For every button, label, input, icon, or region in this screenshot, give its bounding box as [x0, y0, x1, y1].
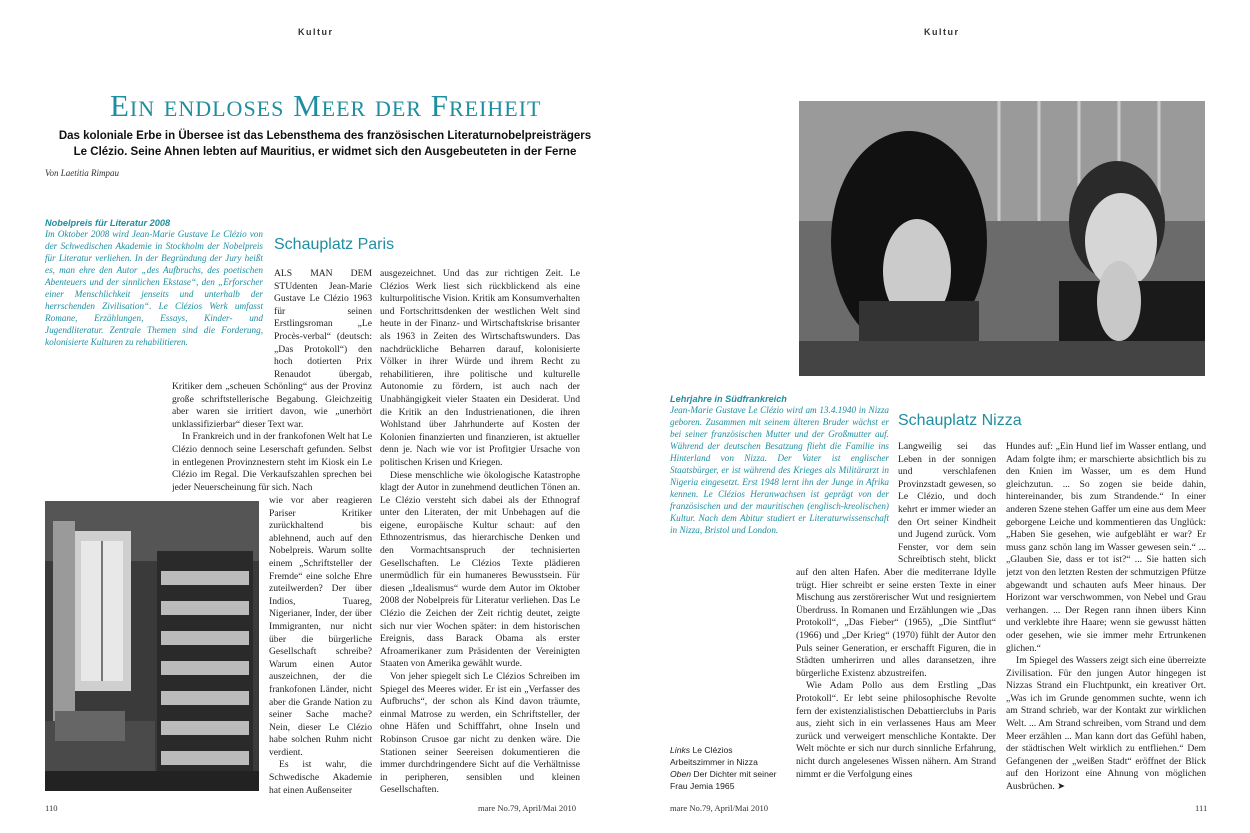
footer-left: mare No.79, April/Mai 2010 — [478, 803, 577, 813]
section-heading-nizza: Schauplatz Nizza — [898, 412, 1022, 429]
right-col2-p2: Im Spiegel des Wassers zeigt sich eine überreizte Zivilisation. Für den jungen Autor hingegen ist Nizzas Strand ein Fluchtpunkt, ein kreativer Ort. „Was ich im Grunde genommen suchte, wenn ich am Strand schrieb, war der Kontakt zur wirklichen Welt. ... Am Strand schreiben, vom Strand und dem Meer erzählen ... Man kann dort das Gefühl haben, der städtischen Welt wirklich zu entfliehen.“ Dem Gefangenen der „weißen Stadt“ eröffnet der Blick auf den Horizont eine Ahnung von möglichen Ausbrüchen. ➤ — [1006, 655, 1206, 793]
col2-text — [380, 268, 580, 795]
col1-narrow-p1: wie vor aber reagieren Pariser Kritiker zurückhaltend bis ablehnend, auch auf den Nobelpreis. Warum sollte einem „Schriftsteller der Fremde“ eine solche Ehre zuteilwerden? Der über Indios, Tuareg, Nigerianer, Inder, der über Immigranten, nur nicht über die bürgerliche Gesellschaft schreibe? Warum einen Autor auszeichnen, der die frankofonen Länder, nicht aber die Grande Nation zu seiner Sache mache? Nein, dieser Le Clézio habe solchen Ruhm nicht verdient. — [269, 495, 372, 758]
page-number-left: 110 — [45, 803, 58, 813]
photo-study-room — [45, 501, 259, 791]
footer-right: mare No.79, April/Mai 2010 — [670, 803, 769, 813]
sidebar-nobelpreis — [45, 218, 263, 348]
caption-oben-text: Der Dichter mit seiner Frau Jemia 1965 — [670, 769, 777, 791]
col2-p1: ausgezeichnet. Und das zur richtigen Zeit. Le Clézios Werk liest sich rückblickend als eine kulturpolitische Vision. Kritik am Konsumverhalten und Fortschrittsdenken der westlichen Welt sind heute in der Finanz- und Wirtschaftskrise brisanter als 1963 in Zeiten des Wirtschaftswunders. Das nachdrückliche Beharren darauf, kolonisierte Völker in ihrer Würde und ihrem Recht zu rehabilitieren, ihre politische und kulturelle Autonomie zu fördern, ist auch nach der Unabhängigkeit vieler Staaten ein Desiderat. Und die Kritik an den Industrienationen, die ihren Wohlstand über Jahrhunderte auf Kosten der Kolonien finanzierten und finanzieren, ist aktueller denn je. Nach wie vor ist Profitgier Ursache von politischen Krisen und Kriegen. — [380, 268, 580, 468]
photo-caption — [670, 744, 788, 792]
subtitle-line-2: Le Clézio. Seine Ahnen lebten auf Mauritius, er widmet sich den Ausgebeuteten in der Ferne — [73, 146, 577, 158]
section-label-right: Kultur — [924, 27, 960, 37]
caption-oben-label: Oben — [670, 769, 692, 779]
col2-p3: Von jeher spiegelt sich Le Clézios Schreiben im Spiegel des Meeres wider. Er ist ein „Verfasser des Aufbruchs“, der schon als Kind davon träumte, einmal Matrose zu werden, ein Schriftsteller, der ohne Häfen und Schifffahrt, ohne Inseln und Robinson Crusoe gar nicht zu denken wäre. Die Stationen seiner Seereisen dokumentieren die immer durchdringendere Sicht auf die Verhältnisse in peripheren, sensiblen und kleinen Gesellschaften. — [380, 671, 580, 795]
right-col1-p2: Wie Adam Pollo aus dem Erstling „Das Protokoll“. Er lebt seine philosophische Revolte fern der existenzialistischen Debattierclubs in Paris aus, zieht sich in ein verlassenes Haus am Meer zurück und verweigert menschliche Kontakte. Der Welt möchte er sich nur durch sinnliche Erfahrung, nicht durch angelesenes Wissen nähern. Am Strand nimmt er die Verfolgung eines — [796, 680, 996, 780]
study-room-image — [45, 501, 259, 791]
sidebar-text-right: Jean-Marie Gustave Le Clézio wird am 13.4.1940 in Nizza geboren. Zusammen mit seinem älteren Bruder wächst er bei seiner französischen Mutter und der Großmutter auf. Während der deutschen Besatzung flieht die Familie ins Hinterland von Nizza. Der Vater ist englischer Staatsbürger, er ist während des Krieges als Militärarzt in Nigeria eingesetzt. Erst 1948 lernt ihn der Junge in Afrika kennen. Le Clézios Heranwachsen ist geprägt von der französischen und der mauritischen (englisch-kreolischen) Kultur. Nach dem Abitur studiert er Literaturwissenschaft in Nizza, Bristol und London. — [670, 405, 889, 535]
right-col1-p1: auf den alten Hafen. Aber die mediterrane Idylle trügt. Hier schreibt er seine ersten Texte in einer Mischung aus zerstörerischer Wut und resigniertem Überdruss. In Romanen und Erzählungen wie „Das Protokoll“, „Das Fieber“ (1965), „Die Sintflut“ (1966) und „Der Krieg“ (1970) fühlt der Autor den Puls seiner Generation, er erschafft Figuren, die in Städten umherirren und alles daransetzen, ihre bürgerliche Existenz abzustreifen. — [796, 567, 996, 679]
col1-narrow-p2: Es ist wahr, die Schwedische Akademie hat einen Außenseiter — [269, 759, 372, 795]
col2-p2: Diese menschliche wie ökologische Katastrophe klagt der Autor in zunehmend deutlichen Tönen an. Le Clézio versteht sich dabei als der Ethnograf unter den Literaten, der mit Unbehagen auf die eigene, europäische Kultur schaut: auf den Ethnozentrismus, das hierarchische Denken und den Vormachtsanspruch der technisierten Gesellschaften. Le Clézios Texte plädieren unermüdlich für ein humaneres Bewusstsein. Für diesen „Idealismus“ wurde dem Autor im Oktober 2008 der Nobelpreis für Literatur verliehen. Das Le Clézio die Zeichen der Zeit richtig deutet, zeigte sich nur vier Wochen später: in dem historischen Ereignis, dass Barack Obama als erster Afroamerikaner zum Präsidenten der Vereinigten Staaten von Amerika gewählt wurde. — [380, 469, 580, 670]
page-number-right: 111 — [1195, 803, 1208, 813]
col1-mid-p1: Kritiker dem „scheuen Schönling“ aus der Provinz große schriftstellerische Begabung. Gleichzeitig aber waren sie irritiert davon, wie „unerhört unklassifizierbar“ dieser Text war. — [172, 381, 372, 430]
sidebar-lehrjahre — [670, 394, 889, 536]
right-col2-p1: Hundes auf: „Ein Hund lief im Wasser entlang, und Adam folgte ihm; er marschierte absichtlich bis zu den Knien im Wasser, um es dem Hund gleichzutun. ... So zogen sie beide dahin, hintereinander, bis zum Strandende.“ In einer anderen Szene stehen Gaffer um eine aus dem Meer geborgene Leiche und kommentieren das Unglück: „Haben Sie gesehen, wie aufgebläht er war? Er muss ganz schön lang im Wasser gewesen sein.“ ... „Glauben Sie, dass er tot ist?“ ... Sie hatten sich jetzt von den letzten Resten der schmutzigen Pfütze abgewandt und schauten aufs Meer hinaus. Der Horizont war verschwommen, von Nebel und Grau verhangen. ... Der Regen rann ihnen übers Kinn und verklebte ihre Haare; wenn sie gewusst hätten oder gesehen, wie sie immer mehr Ertrunkenen glichen.“ — [1006, 441, 1206, 654]
subtitle-line-1: Das koloniale Erbe in Übersee ist das Lebensthema des französischen Literaturnobelpreisträgers — [58, 130, 592, 142]
byline: Von Laetitia Rimpau — [45, 168, 119, 178]
col1-mid-p2: In Frankreich und in der frankofonen Welt hat Le Clézio dennoch seine Leserschaft gefunden. Selbst in entlegenen Provinznestern steht im Kiosk ein Le Clézio im Regal. Die Verkaufszahlen sprechen bei jeder Neuerscheinung für sich. Nach — [172, 431, 372, 493]
col1-top-text: ALS MAN DEM STUdenten Jean-Marie Gustave Le Clézio 1963 für seinen Erstlingsroman „Le Procès-verbal“ (deutsch: „Das Protokoll“) den hoch dotierten Prix Renaudot übergab, — [274, 268, 372, 380]
photo-couple-1965 — [799, 101, 1205, 376]
col1-narrow-text — [269, 495, 372, 795]
section-label-left: Kultur — [298, 27, 334, 37]
right-col1-text — [796, 567, 996, 795]
article-title: Ein endloses Meer der Freiheit — [110, 88, 542, 123]
caption-links-text: Le Clézios Arbeitszimmer in Nizza — [670, 745, 758, 767]
right-col1-narrow-text: Langweilig sei das Leben in der sonnigen und verschlafenen Provinzstadt gewesen, so Le Clézio, und doch kehrt er immer wieder an den Ort seiner Kindheit und Jugend zurück. Vom Fenster, vor dem sein Schreibtisch steht, blickt — [898, 441, 996, 566]
couple-image — [799, 101, 1205, 376]
end-mark-icon: ➤ — [1057, 781, 1066, 793]
sidebar-heading-right: Lehrjahre in Südfrankreich — [670, 394, 787, 404]
article-subtitle — [45, 128, 605, 160]
right-col2-text — [1006, 441, 1206, 795]
caption-links-label: Links — [670, 745, 691, 755]
sidebar-heading: Nobelpreis für Literatur 2008 — [45, 218, 171, 228]
section-heading-paris: Schauplatz Paris — [274, 236, 395, 253]
sidebar-text: Im Oktober 2008 wird Jean-Marie Gustave Le Clézio von der Schwedischen Akademie in Stockholm der Nobelpreis für Literatur verliehen. In der Begründung der Jury heißt es, man ehre den Autor „des Aufbruchs, des poetischen Abenteuers und der sinnlichen Ekstase“, den „Erforscher einer Menschlichkeit jenseits und unterhalb der herrschenden Zivilisation“. Le Clézios Werk umfasst Romane, Erzählungen, Essays, Kinder- und Jugendliteratur. Zentrale Themen sind die Forderung, kolonisierte Kulturen zu rehabilitieren. — [45, 229, 263, 347]
col1-mid-text — [172, 381, 372, 495]
